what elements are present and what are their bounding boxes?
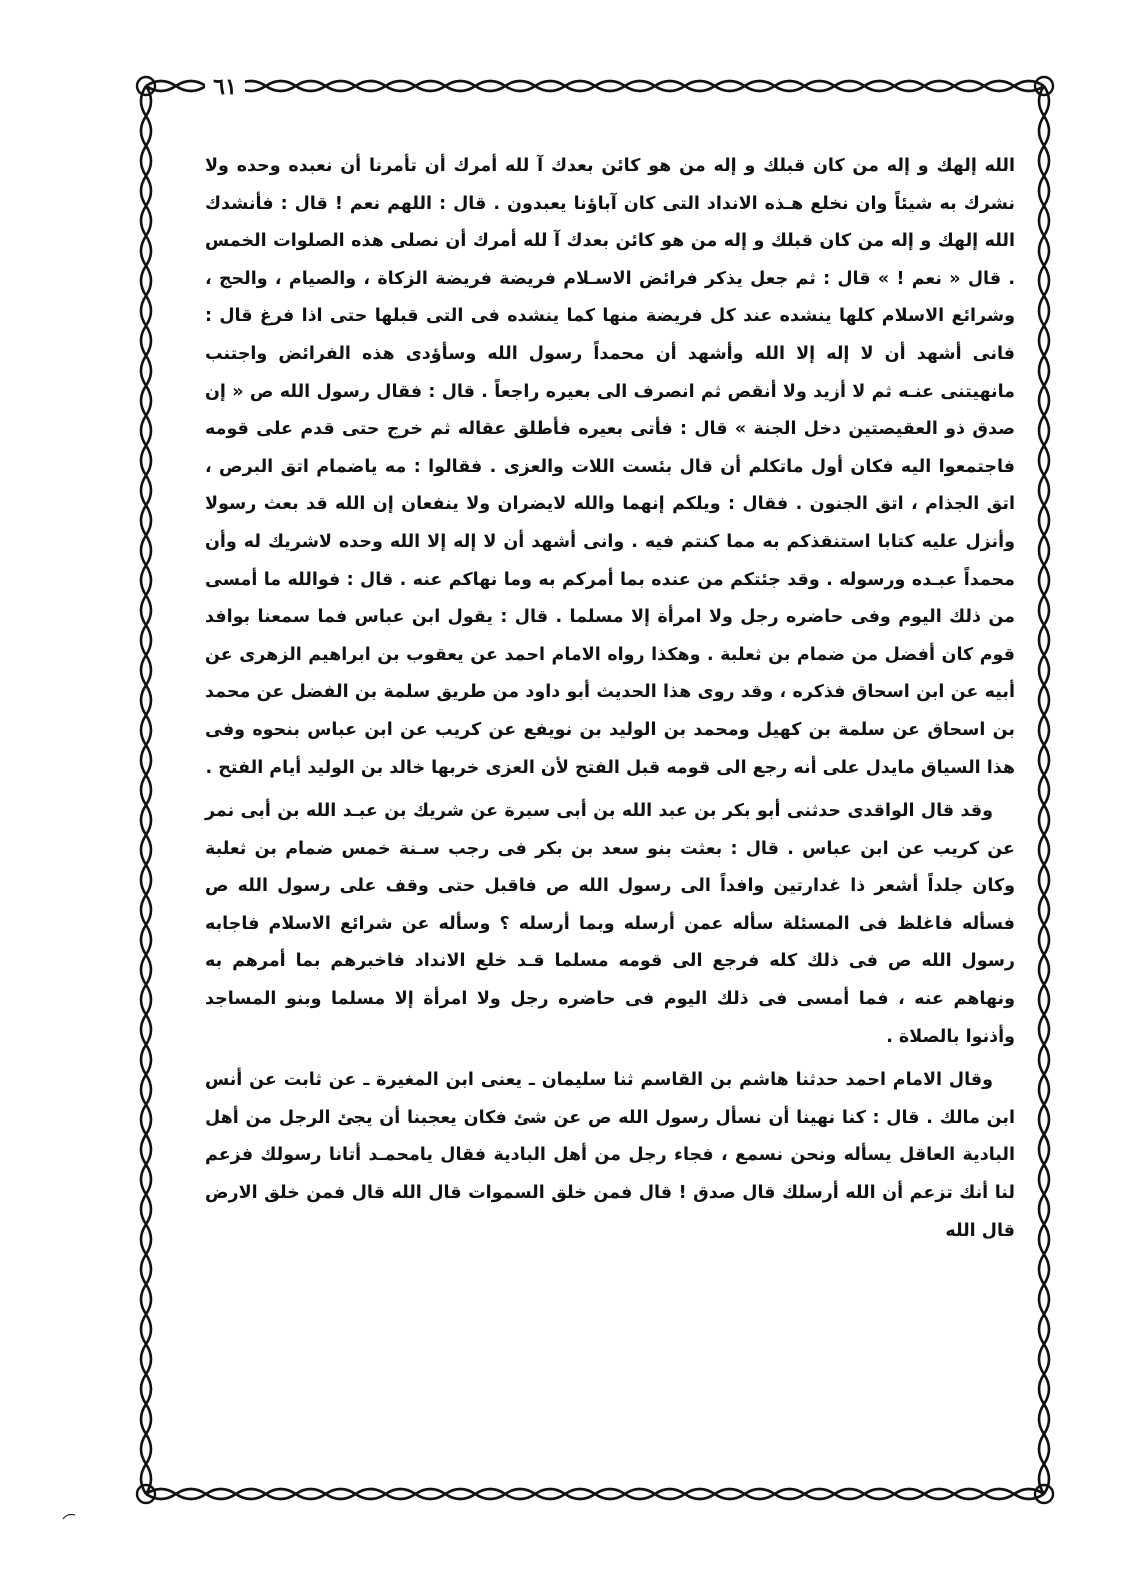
border-strand <box>141 86 151 1494</box>
border-strand <box>146 81 1044 91</box>
border-strand <box>146 1489 1044 1499</box>
body-text <box>205 148 1015 1488</box>
stray-mark-icon <box>62 1512 76 1520</box>
paragraph-1: الله إلهك و إله من كان قبلك و إله من هو كائن بعدك آ لله أمرك أن تأمرنا أن نعبده وحده ولا نشرك به شيئاً وان نخلع هـذه الانداد التى كان آباؤنا يعبدون . قال : اللهم نعم ! قال : فأنشدك الله إلهك و إله من كان قبلك و إله من هو كائن بعدك آ لله أمرك أن نصلى هذه الصلوات الخمس . قال « نعم ! » قال : ثم جعل يذكر فرائض الاسـلام فريضة فريضة الزكاة ، والصيام ، والحج ، وشرائع الاسلام كلها ينشده عند كل فريضة منها كما ينشده فى التى قبلها حتى اذا فرغ قال : فانى أشهد أن لا إله إلا الله وأشهد أن محمداً رسول الله وسأؤدى هذه الفرائض واجتنب مانهيتنى عنـه ثم لا أزيد ولا أنقص ثم انصرف الى بعيره راجعاً . قال : فقال رسول الله ص « إن صدق ذو العقيصتين دخل الجنة » قال : فأتى بعيره فأطلق عقاله ثم خرج حتى قدم على قومه فاجتمعوا اليه فكان أول ماتكلم أن قال بئست اللات والعزى . فقالوا : مه ياضمام اتق البرص ، اتق الجذام ، اتق الجنون . فقال : ويلكم إنهما والله لايضران ولا ينفعان إن الله قد بعث رسولا وأنزل عليه كتابا استنقذكم به مما كنتم فيه . وانى أشهد أن لا إله إلا الله وحده لاشريك له وأن محمداً عبـده ورسوله . وقد جئتكم من عنده بما أمركم به وما نهاكم عنه . قال : فوالله ما أمسى من ذلك اليوم وفى حاضره رجل ولا امرأة إلا مسلما . قال : يقول ابن عباس فما سمعنا بوافد قوم كان أفضل من ضمام بن ثعلبة . وهكذا رواه الامام احمد عن يعقوب بن ابراهيم الزهرى عن أبيه عن ابن اسحاق فذكره ، وقد روى هذا الحديث أبو داود من طريق سلمة بن الفضل عن محمد بن اسحاق عن سلمة بن كهيل ومحمد بن الوليد بن نويفع عن كريب عن ابن عباس بنحوه وفى هذا السياق مايدل على أنه رجع الى قومه قبل الفتح لأن العزى خربها خالد بن الوليد أيام الفتح . <box>205 156 1015 778</box>
page-number: ٦١ <box>205 72 245 102</box>
paragraph-2: وقد قال الواقدى حدثنى أبو بكر بن عبد الله بن أبى سبرة عن شريك بن عبـد الله بن أبى نمر عن كريب عن ابن عباس . قال : بعثت بنو سعد بن بكر فى رجب سـنة خمس ضمام بن ثعلبة وكان جلداً أشعر ذا غدارتين وافداً الى رسول الله ص فاقبل حتى وقف على رسول الله ص فسأله فاغلظ فى المسئلة سأله عمن أرسله وبما أرسله ؟ وسأله عن شرائع الاسلام فاجابه رسول الله ص فى ذلك كله فرجع الى قومه مسلما قـد خلع الانداد فاخبرهم بما أمرهم به ونهاهم عنه ، فما أمسى فى ذلك اليوم فى حاضره رجل ولا امرأة إلا مسلما وبنو المساجد وأذنوا بالصلاة . <box>205 801 1015 1047</box>
border-strand <box>1039 86 1049 1494</box>
paragraph-3: وقال الامام احمد حدثنا هاشم بن القاسم ثنا سليمان ـ يعنى ابن المغيرة ـ عن ثابت عن أنس ابن مالك . قال : كنا نهينا أن نسأل رسول الله ص عن شئ فكان يعجبنا أن يجئ الرجل من أهل البادية العاقل يسأله ونحن نسمع ، فجاء رجل من أهل البادية فقال يامحمـد أتانا رسولك فزعم لنا أنك تزعم أن الله أرسلك قال صدق ! قال فمن خلق السموات قال الله قال فمن خلق الارض قال الله <box>205 1070 1015 1241</box>
